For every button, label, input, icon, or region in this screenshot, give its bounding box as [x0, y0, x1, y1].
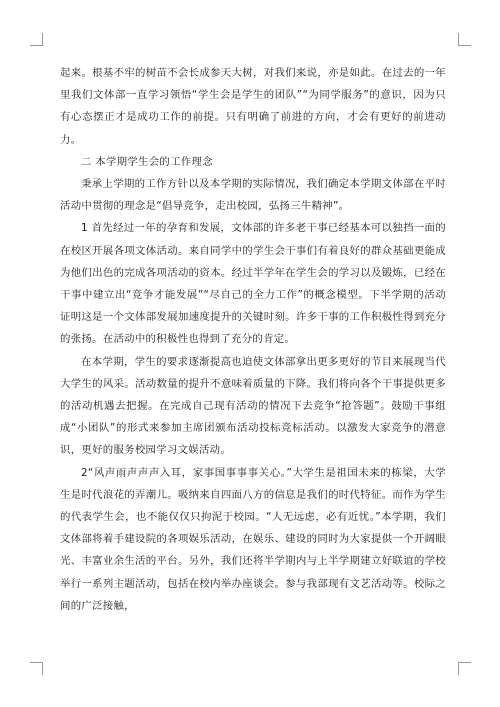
- paragraph-semester: 在本学期，学生的要求逐渐提高也迫使文体部拿出更多更好的节目来展现当代大学生的风采。活动数量的提升不意味着质量的下降。我们将向各个干事提供更多的活动机遇去把握。在完成自己现有活动的情况下去竞争“抢答题”。鼓励干事组成“小团队”的形式来参加主席团颁布活动投标竞标活动。以激发大家竞争的潜意识，更好的服务校园学习文娱活动。: [60, 355, 446, 457]
- paragraph-point-1: 1 首先经过一年的孕育和发展，文体部的许多老干事已经基本可以独挡一面的在校区开展各项文体活动。来自同学中的学生会干事们有着良好的群众基础更能成为他们出色的完成各项活动的资本。经过半学年在学生会的学习以及锻炼，已经在干事中建立出“竞争才能发展”“尽自己的全力工作”的概念模型。下半学期的活动证明这是一个文体部发展加速度提升的关键时刻。许多干事的工作积极性得到充分的张扬。在活动中的积极性也得到了充分的肯定。: [60, 222, 446, 346]
- crop-mark-bottom-right: [458, 662, 471, 675]
- document-body: [60, 62, 446, 617]
- crop-mark-bottom-left: [30, 662, 43, 675]
- paragraph-continuation: 起来。根基不牢的树苗不会长成参天大树，对我们来说，亦是如此。在过去的一年里我们文体部一直学习领悟“学生会是学生的团队”“为同学服务”的意识，因为只有心态摆正才是成功工作的前提。只有明确了前进的方向，才会有更好的前进动力。: [60, 67, 446, 146]
- crop-mark-top-right: [458, 33, 471, 46]
- paragraph-point-2: 2“风声雨声声声入耳，家事国事事事关心。”大学生是祖国未来的栋梁，大学生是时代浪花的弄潮儿。吸纳来自四面八方的信息是我们的时代特征。而作为学生的代表学生会，也不能仅仅只拘泥于校园。“人无远虑，必有近忧。”本学期，我们文体部将着手建设院的各项娱乐活动，在娱乐、建设的同时为大家提供一个开阔眼光、丰富业余生活的平台。另外，我们还将半学期内与上半学期建立好联谊的学校举行一系列主题活动，包括在校内举办座谈会。参与我部现有文艺活动等。校际之间的广泛接触，: [60, 466, 446, 612]
- paragraph-philosophy: 秉承上学期的工作方针以及本学期的实际情况，我们确定本学期文体部在平时活动中贯彻的理念是“倡导竞争，走出校园，弘扬三牛精神”。: [60, 178, 446, 213]
- section-heading: 二 本学期学生会的工作理念: [81, 155, 213, 168]
- crop-mark-top-left: [30, 33, 43, 46]
